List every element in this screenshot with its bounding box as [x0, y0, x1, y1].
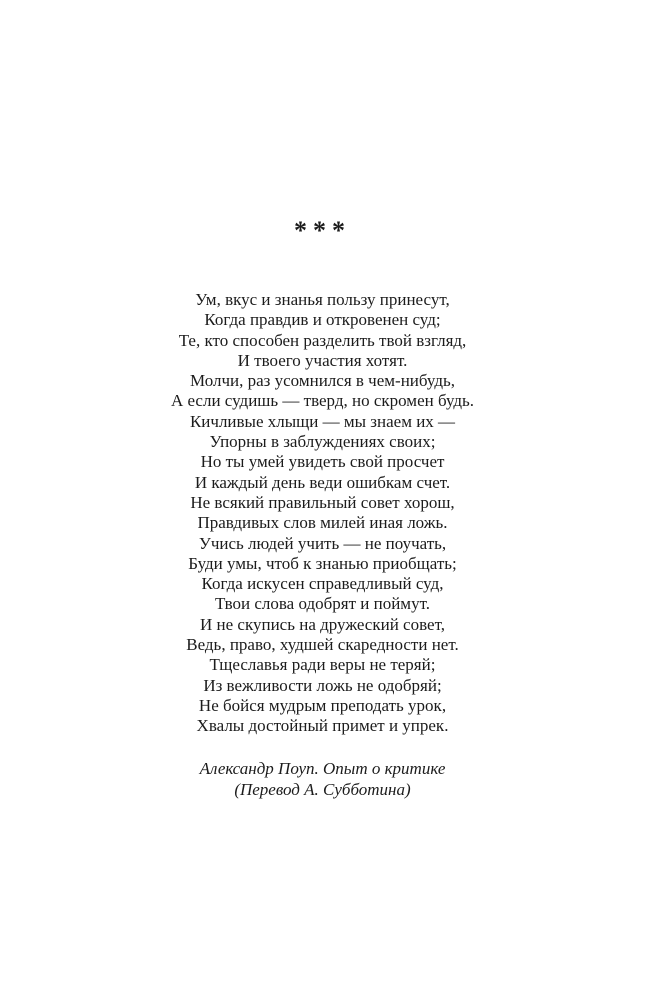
- poem-line: И твоего участия хотят.: [237, 350, 408, 370]
- poem-line: Те, кто способен разделить твой взгляд,: [178, 330, 467, 350]
- section-divider-asterisks: ***: [294, 216, 351, 245]
- poem-line: Хвалы достойный примет и упрек.: [196, 716, 449, 736]
- poem-line: Твои слова одобрят и поймут.: [215, 594, 430, 614]
- poem-line: Правдивых слов милей иная ложь.: [197, 513, 448, 533]
- poem-line: Ведь, право, худшей скаредности нет.: [186, 635, 459, 655]
- poem-line: Тщеславья ради веры не теряй;: [209, 655, 436, 675]
- poem-line: А если судишь — тверд, но скромен будь.: [170, 391, 475, 411]
- poem-line: Буди умы, чтоб к знанью приобщать;: [188, 553, 457, 573]
- poem-line: Кичливые хлыщи — мы знаем их —: [189, 411, 456, 431]
- poem-line: Но ты умей увидеть свой просчет: [200, 452, 445, 472]
- poem-line: И каждый день веди ошибкам счет.: [194, 472, 451, 492]
- attribution: [0, 759, 645, 800]
- poem-line: Когда искусен справедливый суд,: [201, 574, 444, 594]
- poem-line: Из вежливости ложь не одобряй;: [203, 675, 442, 695]
- poem-line: Ум, вкус и знанья пользу принесут,: [195, 290, 450, 309]
- poem-line: Учись людей учить — не поучать,: [198, 533, 447, 553]
- poem: [0, 290, 645, 737]
- attribution-translator: (Перевод А. Субботина): [234, 779, 411, 799]
- poem-line: Молчи, раз усомнился в чем-нибудь,: [190, 371, 455, 391]
- poem-line: И не скупись на дружеский совет,: [200, 614, 445, 634]
- attribution-author-work: Александр Поуп. Опыт о критике: [199, 759, 446, 778]
- poem-line: Не бойся мудрым преподать урок,: [198, 695, 447, 715]
- poem-line: Не всякий правильный совет хорош,: [190, 492, 455, 512]
- poem-line: Упорны в заблуждениях своих;: [209, 432, 436, 452]
- poem-line: Когда правдив и откровенен суд;: [204, 310, 441, 330]
